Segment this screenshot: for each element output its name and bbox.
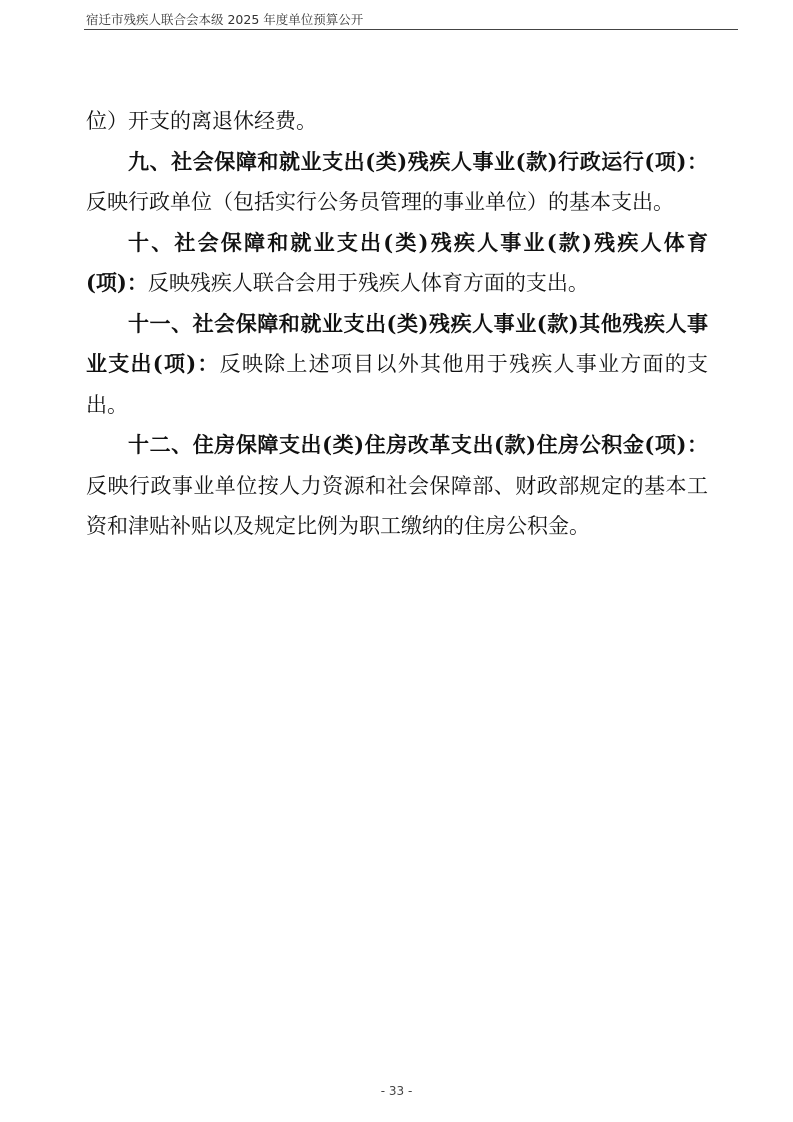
paragraph-body: 反映行政事业单位按人力资源和社会保障部、财政部规定的基本工资和津贴补贴以及规定比例为职工缴纳的住房公积金。	[86, 473, 708, 538]
paragraph-heading: 十一、社会保障和就业支出(类)残疾人事业(款)其他残疾人事业支出(项)：	[86, 310, 708, 376]
paragraph-body: 位）开支的离退休经费。	[86, 109, 317, 133]
paragraph-body: 反映行政单位（包括实行公务员管理的事业单位）的基本支出。	[86, 190, 674, 214]
paragraph-item-9	[86, 142, 708, 223]
paragraph-heading: 十二、住房保障支出(类)住房改革支出(款)住房公积金(项)：	[128, 432, 708, 457]
paragraph-item-12	[86, 425, 708, 547]
paragraph-item-11	[86, 304, 708, 426]
paragraph-item-10	[86, 223, 708, 304]
paragraph-continuation	[86, 101, 708, 142]
paragraph-heading: 九、社会保障和就业支出(类)残疾人事业(款)行政运行(项)：	[128, 148, 708, 174]
document-body	[86, 101, 708, 547]
paragraph-body: 反映除上述项目以外其他用于残疾人事业方面的支出。	[86, 352, 708, 417]
paragraph-heading: 十、社会保障和就业支出(类)残疾人事业(款)残疾人体育(项)：	[86, 229, 708, 295]
paragraph-body: 反映残疾人联合会用于残疾人体育方面的支出。	[147, 271, 589, 295]
page-number: - 33 -	[380, 1084, 413, 1098]
header-divider	[84, 29, 738, 30]
page-header: 宿迁市残疾人联合会本级 2025 年度单位预算公开	[86, 12, 364, 27]
